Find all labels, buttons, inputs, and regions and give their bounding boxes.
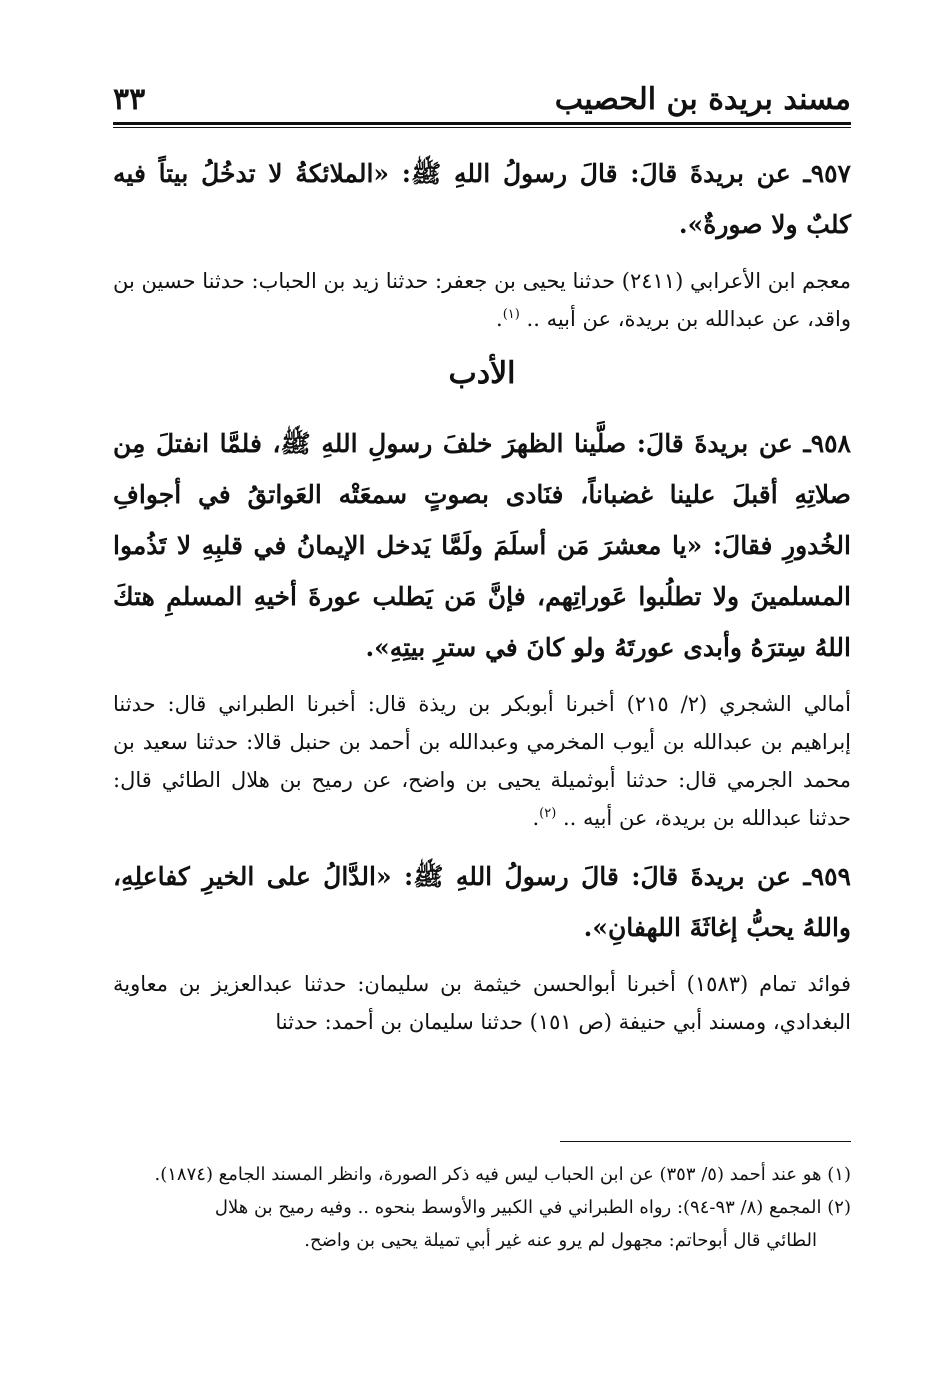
footnote-1: (١) هو عند أحمد (٥/ ٣٥٣) عن ابن الحباب ليس فيه ذكر الصورة، وانظر المسند الجامع (١٨٧٤).: [154, 1164, 851, 1185]
section-title: الأدب: [448, 356, 516, 391]
hadith-959: ٩٥٩ـ عن بريدةَ قالَ: قالَ رسولُ اللهِ ﷺ: «الدَّالُ على الخيرِ كفاعلِهِ، واللهُ يحبُّ إغاثَةَ اللهفانِ».: [113, 862, 851, 942]
source-958-text: أمالي الشجري (٢/ ٢١٥) أخبرنا أبوبكر بن ريذة قال: أخبرنا الطبراني قال: حدثنا إبراهيم بن عبدالله بن أيوب المخرمي وعبدالله بن أحمد بن حنبل قالا: حدثنا سعيد بن محمد الجرمي قال: حدثنا أبوثميلة يحيى بن واضح، عن رميح بن هلال الطائي قال: حدثنا عبدالله بن بريدة، عن أبيه ..: [113, 692, 851, 830]
source-957: [113, 262, 851, 338]
source-958-end: .: [532, 806, 540, 830]
source-959: فوائد تمام (١٥٨٣) أخبرنا أبوالحسن خيثمة بن سليمان: حدثنا عبدالعزيز بن معاوية البغدادي، ومسند أبي حنيفة (ص ١٥١) حدثنا سليمان بن أحمد: حدثنا: [113, 972, 851, 1034]
footnote-ref-1: (١): [502, 307, 520, 322]
footnotes: [113, 1158, 851, 1257]
source-957-end: .: [496, 307, 503, 331]
footnote-2-continued: الطائي قال أبوحاتم: مجهول لم يرو عنه غير أبي تميلة يحيى بن واضح.: [304, 1230, 817, 1251]
hadith-958: ٩٥٨ـ عن بريدةَ قالَ: صلَّينا الظهرَ خلفَ رسولِ اللهِ ﷺ، فلمَّا انفتلَ مِن صلاتِهِ أقبلَ علينا غضباناً، فنَادى بصوتٍ سمعَتْه العَواتقُ في أجوافِ الخُدورِ فقالَ: «يا معشرَ مَن أسلَمَ ولَمَّا يَدخل الإيمانُ في قلبِهِ لا تَذُموا المسلمينَ ولا تطلُبوا عَوراتِهم، فإنَّ مَن يَطلب عورةَ أخيهِ المسلمِ هتكَ اللهُ سِترَهُ وأبدى عورتَهُ ولو كانَ في سترِ بيتِهِ».: [113, 429, 852, 662]
page-number: ٣٣: [113, 82, 146, 117]
running-title: مسند بريدة بن الحصيب: [554, 82, 851, 117]
header-rule: [113, 122, 851, 125]
footnote-ref-2: (٢): [539, 806, 557, 821]
footnote-2: (٢) المجمع (٨/ ٩٣-٩٤): رواه الطبراني في الكبير والأوسط بنحوه .. وفيه رميح بن هلال: [214, 1197, 851, 1218]
source-958: [113, 685, 851, 837]
hadith-957: ٩٥٧ـ عن بريدةَ قالَ: قالَ رسولُ اللهِ ﷺ: «الملائكةُ لا تدخُلُ بيتاً فيه كلبٌ ولا صورةٌ».: [113, 159, 851, 239]
header-rule-thin: [113, 127, 851, 128]
page-header: [113, 80, 851, 124]
source-957-text: معجم ابن الأعرابي (٢٤١١) حدثنا يحيى بن جعفر: حدثنا زيد بن الحباب: حدثنا حسين بن واقد، عن عبدالله بن بريدة، عن أبيه ..: [113, 269, 852, 331]
footnote-separator: [560, 1141, 851, 1142]
main-text: [113, 148, 851, 1055]
